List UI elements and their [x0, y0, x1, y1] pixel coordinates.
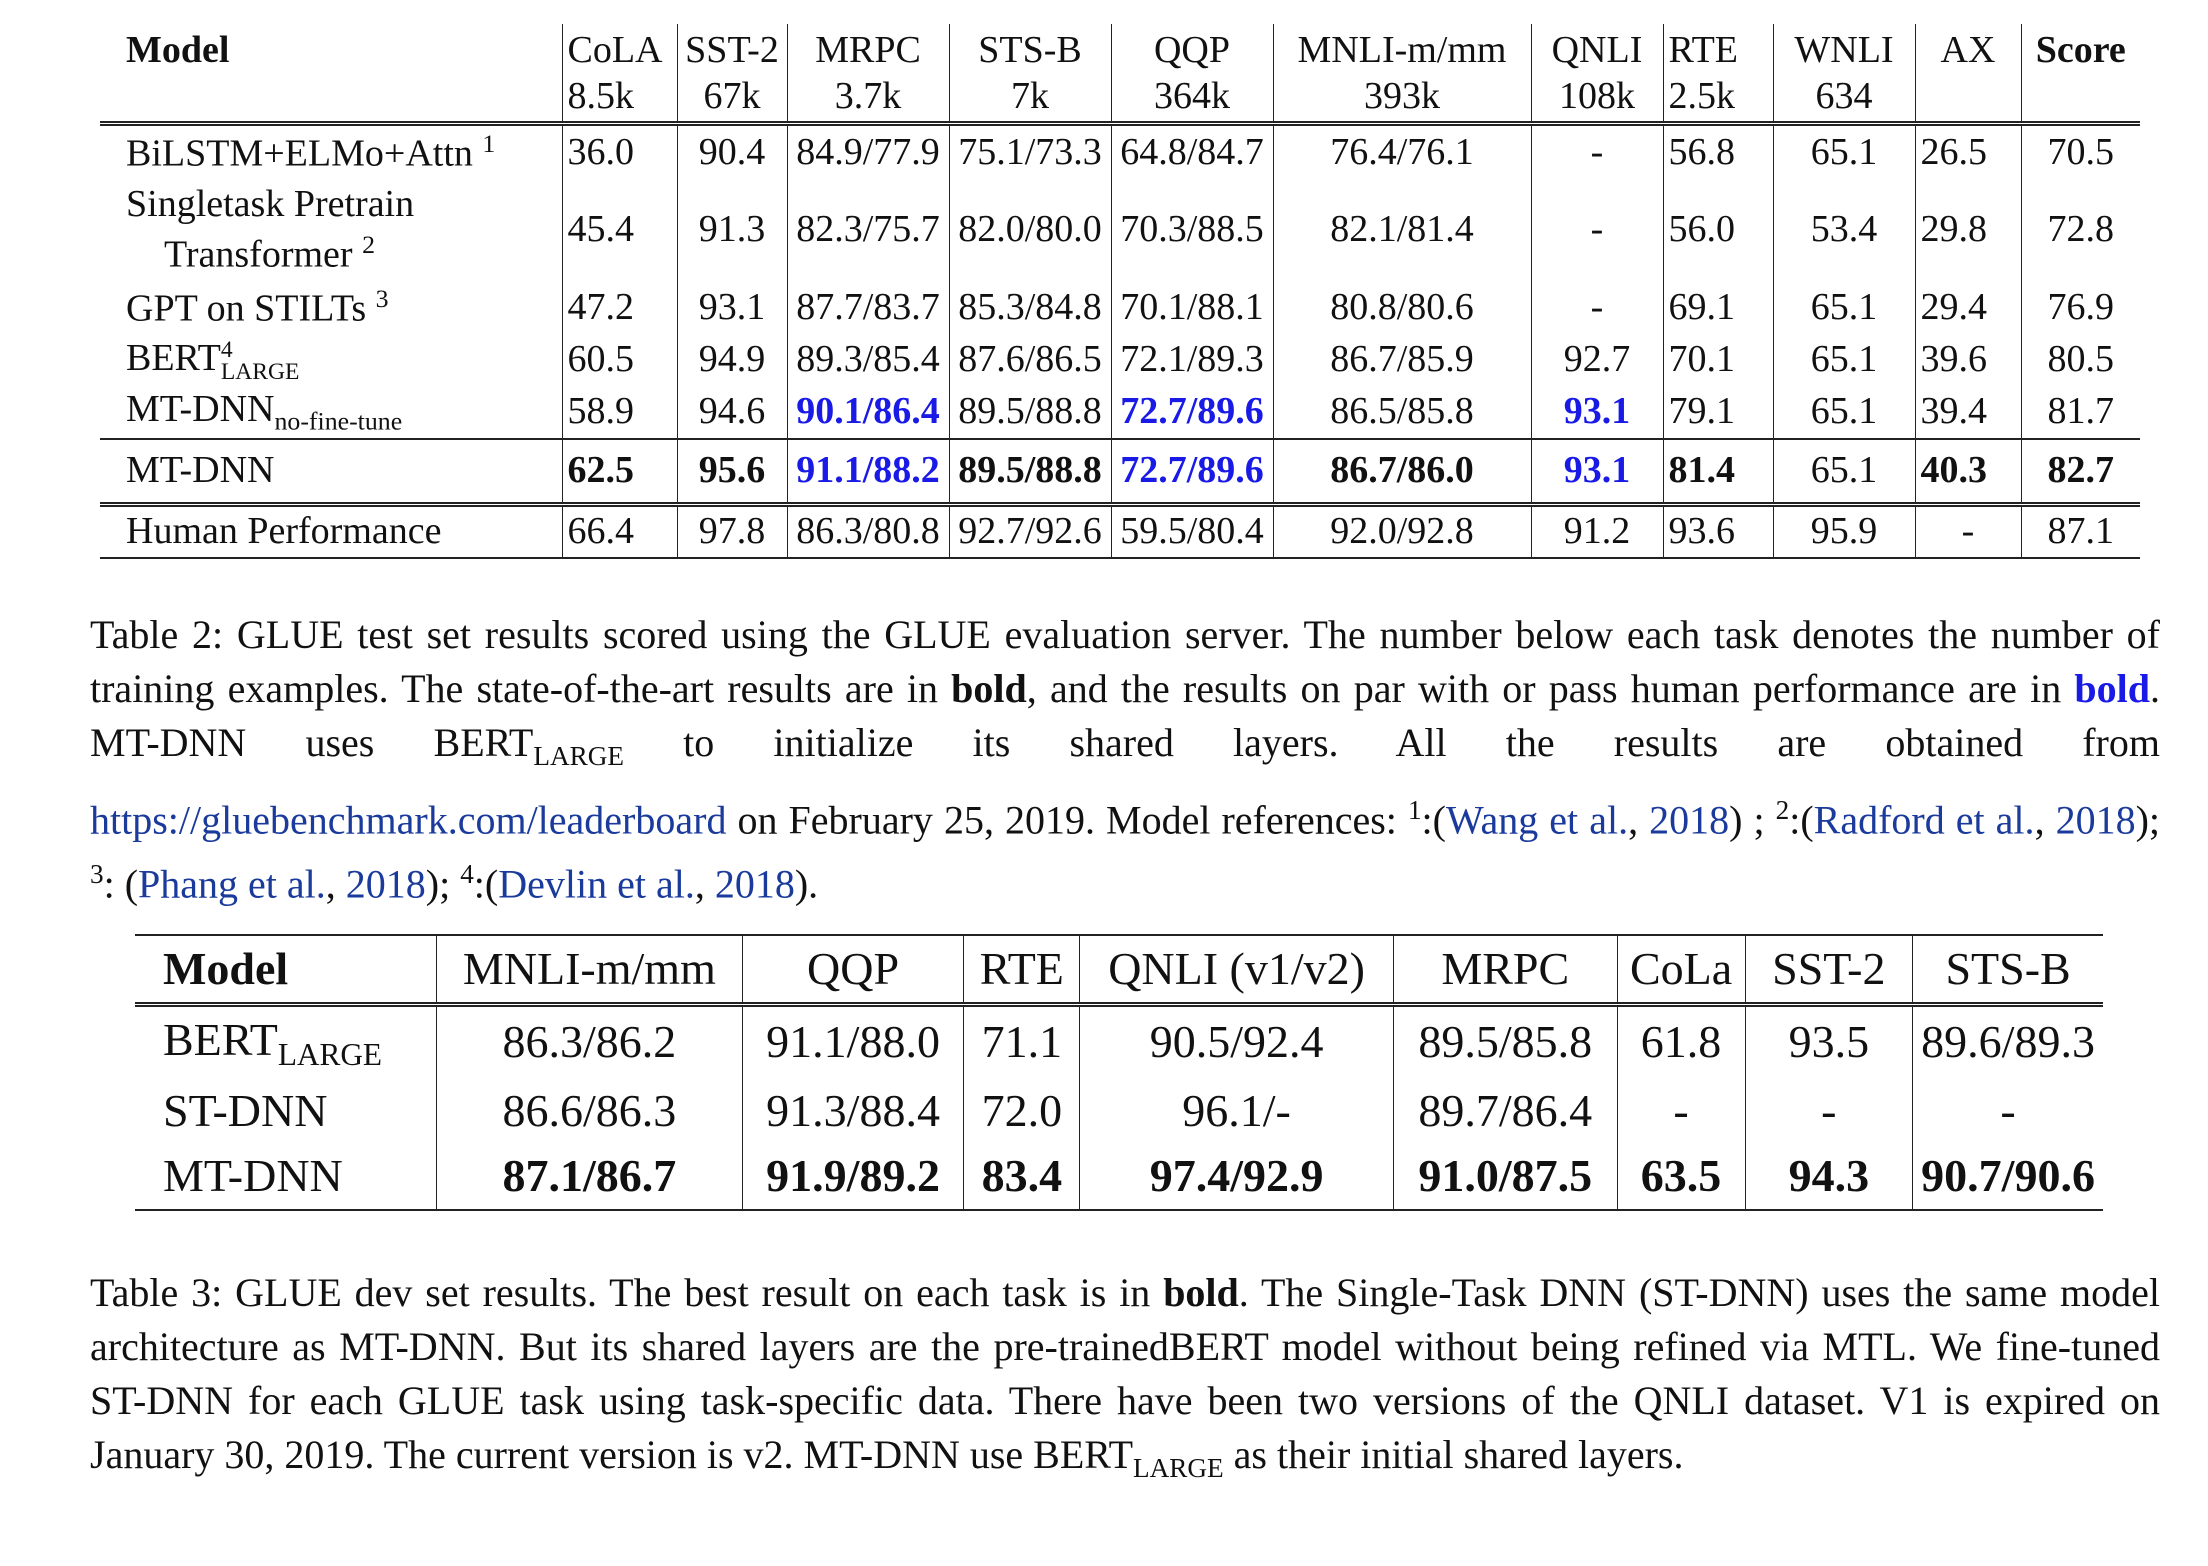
table2-header-stsb [949, 24, 1111, 124]
caption-bold-blue: bold [2074, 666, 2150, 711]
citation-year-link[interactable]: 2018 [345, 861, 426, 907]
task-name: AX [1940, 29, 1996, 71]
model-name: GPT on STILTs [126, 287, 367, 330]
score-cell: 86.3/86.2 [437, 1004, 743, 1078]
score-cell: 94.6 [677, 385, 787, 440]
table2-header-score [2021, 24, 2140, 124]
score-cell: 86.7/85.9 [1273, 334, 1531, 384]
score-cell: 65.1 [1773, 281, 1915, 334]
task-name: CoLA [567, 29, 663, 71]
score-cell: 89.3/85.4 [787, 334, 949, 384]
score-cell: 91.1/88.0 [742, 1004, 964, 1078]
model-name-line2: Transformer [164, 233, 353, 276]
model-name: MT-DNN [163, 1150, 343, 1202]
score-cell: 86.6/86.3 [437, 1078, 743, 1144]
score-cell: 86.5/85.8 [1273, 385, 1531, 440]
score-cell: 70.1 [1663, 334, 1773, 384]
task-size: 108k [1559, 74, 1635, 117]
score-cell-best: 94.3 [1745, 1143, 1913, 1210]
model-cell [100, 179, 562, 281]
score-cell: 45.4 [562, 179, 677, 281]
score-cell: 29.4 [1915, 281, 2021, 334]
table-row [100, 179, 2140, 281]
model-cell [100, 439, 562, 504]
table2-header-qqp [1111, 24, 1273, 124]
score-cell-best: 90.7/90.6 [1913, 1143, 2103, 1210]
task-size: 8.5k [567, 74, 634, 117]
caption-text: to initialize its shared layers. All the results are obtained from [623, 720, 2160, 765]
table3-header-stsb: STS-B [1913, 935, 2103, 1004]
table2-header-mrpc [787, 24, 949, 124]
task-size: 634 [1815, 74, 1873, 117]
score-cell: - [1531, 281, 1663, 334]
task-size: 393k [1364, 74, 1440, 117]
score-cell: 39.6 [1915, 334, 2021, 384]
task-size: 2.5k [1668, 74, 1735, 117]
task-name: RTE [1668, 29, 1738, 71]
score-cell: 91.2 [1531, 505, 1663, 558]
ref-marker: 3 [375, 284, 389, 314]
score-cell: 81.7 [2021, 385, 2140, 440]
score-cell-best: 91.0/87.5 [1393, 1143, 1617, 1210]
table3-header-row [135, 935, 2103, 1004]
task-size: 364k [1154, 74, 1230, 117]
score-cell: - [1915, 505, 2021, 558]
table3-header-mnli: MNLI-m/mm [437, 935, 743, 1004]
score-cell-sota: 62.5 [562, 439, 677, 504]
score-cell: 59.5/80.4 [1111, 505, 1273, 558]
score-cell: 91.3 [677, 179, 787, 281]
model-name: BERT [126, 337, 221, 380]
score-cell: 84.9/77.9 [787, 124, 949, 180]
ref-marker: 1 [482, 129, 496, 159]
model-cell [100, 385, 562, 440]
caption-bold: bold [1163, 1270, 1239, 1315]
score-cell-human-parity: 72.7/89.6 [1111, 439, 1273, 504]
score-cell: 87.1 [2021, 505, 2140, 558]
task-size: 3.7k [834, 74, 902, 117]
score-cell: 89.5/88.8 [949, 385, 1111, 440]
table2-header-row [100, 24, 2140, 124]
ref-marker: 3 [90, 859, 104, 890]
caption-subscript: LARGE [1133, 1453, 1224, 1483]
table2-header-qnli [1531, 24, 1663, 124]
score-cell: 92.7 [1531, 334, 1663, 384]
citation-link[interactable]: Phang et al. [138, 861, 326, 907]
citation-link[interactable]: Wang et al. [1445, 797, 1629, 843]
score-cell: 39.4 [1915, 385, 2021, 440]
score-cell: 96.1/- [1080, 1078, 1394, 1144]
score-cell: - [1531, 124, 1663, 180]
score-cell: 61.8 [1617, 1004, 1745, 1078]
table-row [100, 505, 2140, 558]
table2-header-mnli [1273, 24, 1531, 124]
task-name: STS-B [978, 29, 1082, 71]
score-cell: 89.7/86.4 [1393, 1078, 1617, 1144]
leaderboard-link[interactable]: https://gluebenchmark.com/leaderboard [90, 797, 727, 843]
score-cell-best: 63.5 [1617, 1143, 1745, 1210]
score-cell: 90.5/92.4 [1080, 1004, 1394, 1078]
table2-header-sst2 [677, 24, 787, 124]
score-cell: - [1913, 1078, 2103, 1144]
score-cell: 65.1 [1773, 439, 1915, 504]
score-cell: 76.4/76.1 [1273, 124, 1531, 180]
score-cell: 72.8 [2021, 179, 2140, 281]
model-cell [100, 124, 562, 180]
model-name: MT-DNN [126, 449, 275, 492]
table-row [135, 1004, 2103, 1078]
score-cell-human-parity: 91.1/88.2 [787, 439, 949, 504]
table-row [100, 281, 2140, 334]
model-cell [100, 281, 562, 334]
task-name: QQP [1153, 29, 1231, 71]
score-cell-sota: 81.4 [1663, 439, 1773, 504]
table3-header-cola: CoLa [1617, 935, 1745, 1004]
score-cell: 89.5/85.8 [1393, 1004, 1617, 1078]
caption-bold: bold [951, 666, 1027, 711]
caption-text: . The Single-Task DNN (ST-DNN) uses the same model architecture as MT-DNN. But its shared layers are the pre-trainedBERT model without being refined via MTL. We fine-tuned ST-DNN for each GLUE task using task-specific data. There have been two versions of the QNLI dataset. V1 is expired on January 30, 2019. The current version is v2. MT-DNN use BERT [90, 1270, 2161, 1477]
caption-text: as their initial shared layers. [1223, 1432, 1684, 1477]
score-cell: 72.0 [964, 1078, 1080, 1144]
score-cell: 29.8 [1915, 179, 2021, 281]
table2-header-ax [1915, 24, 2021, 124]
score-cell: 75.1/73.3 [949, 124, 1111, 180]
score-cell: 36.0 [562, 124, 677, 180]
score-cell: 93.5 [1745, 1004, 1913, 1078]
score-cell: 79.1 [1663, 385, 1773, 440]
task-name: Score [2035, 29, 2126, 71]
glue-dev-results-table [135, 934, 2103, 1211]
score-cell: 93.1 [677, 281, 787, 334]
score-cell: 71.1 [964, 1004, 1080, 1078]
score-cell: 86.3/80.8 [787, 505, 949, 558]
score-cell: 64.8/84.7 [1111, 124, 1273, 180]
score-cell-best: 97.4/92.9 [1080, 1143, 1394, 1210]
model-cell [100, 334, 562, 384]
model-name: ST-DNN [163, 1084, 328, 1136]
score-cell: 58.9 [562, 385, 677, 440]
table2-header-model [100, 24, 562, 124]
model-name: Human Performance [126, 510, 442, 553]
table2-header-rte [1663, 24, 1773, 124]
score-cell: 87.7/83.7 [787, 281, 949, 334]
table-row [100, 439, 2140, 504]
glue-test-results-table [100, 24, 2140, 559]
score-cell: 65.1 [1773, 334, 1915, 384]
citation-year-link[interactable]: 2018 [1649, 797, 1730, 843]
score-cell: 82.1/81.4 [1273, 179, 1531, 281]
score-cell: 82.3/75.7 [787, 179, 949, 281]
score-cell-human-parity: 72.7/89.6 [1111, 385, 1273, 440]
score-cell: 70.1/88.1 [1111, 281, 1273, 334]
score-cell: 69.1 [1663, 281, 1773, 334]
score-cell-sota: 82.7 [2021, 439, 2140, 504]
score-cell-human-parity: 93.1 [1531, 385, 1663, 440]
score-cell-sota: 89.5/88.8 [949, 439, 1111, 504]
table2-header-wnli [1773, 24, 1915, 124]
ref-marker: 4 [460, 859, 474, 890]
table2-header-cola [562, 24, 677, 124]
model-name: BiLSTM+ELMo+Attn [126, 132, 473, 175]
score-cell: 56.0 [1663, 179, 1773, 281]
score-cell: 92.7/92.6 [949, 505, 1111, 558]
ref-marker: 2 [1775, 795, 1790, 825]
table-row [100, 385, 2140, 440]
score-cell: 26.5 [1915, 124, 2021, 180]
model-cell [135, 1078, 437, 1144]
model-cell [135, 1143, 437, 1210]
score-cell-sota: 40.3 [1915, 439, 2021, 504]
score-cell: 92.0/92.8 [1273, 505, 1531, 558]
score-cell: 97.8 [677, 505, 787, 558]
task-name: QNLI [1551, 29, 1643, 71]
table3-header-qqp: QQP [742, 935, 964, 1004]
model-name: MT-DNN [126, 387, 275, 430]
score-cell: 72.1/89.3 [1111, 334, 1273, 384]
table3-header-sst2: SST-2 [1745, 935, 1913, 1004]
score-cell: 70.5 [2021, 124, 2140, 180]
score-cell-best: 83.4 [964, 1143, 1080, 1210]
model-subscript: no-fine-tune [274, 406, 403, 436]
score-cell: 85.3/84.8 [949, 281, 1111, 334]
table2-caption: Table 2: GLUE test set results scored using the GLUE evaluation server. The number below each task denotes the number of training examples. The state-of-the-art results are in bold, and the results on par with or pass human performance are in bold. MT-DNN uses $BERT_{LARGE}$ to initialize its shared layers. All the results are obtained from https://gluebenchmark.com/leaderboard on February 25, 2019. Model references: $^1$:(Wang et al., 2018) ; $^2$:(Radford et al., 2018); $^3$: (Phang et al., 2018); $^4$:(Devlin et al., 2018). [90, 612, 2161, 907]
score-cell: 80.8/80.6 [1273, 281, 1531, 334]
score-cell: 91.3/88.4 [742, 1078, 964, 1144]
table-row [135, 1078, 2103, 1144]
task-name: SST-2 [685, 29, 779, 71]
score-cell-best: 91.9/89.2 [742, 1143, 964, 1210]
model-cell [100, 505, 562, 558]
task-name: MNLI-m/mm [1297, 29, 1507, 71]
model-name: BERT [163, 1013, 278, 1065]
score-cell: 65.1 [1773, 124, 1915, 180]
score-cell: 95.9 [1773, 505, 1915, 558]
score-cell: 80.5 [2021, 334, 2140, 384]
model-cell [135, 1004, 437, 1078]
score-cell: 89.6/89.3 [1913, 1004, 2103, 1078]
score-cell: 76.9 [2021, 281, 2140, 334]
score-cell: 94.9 [677, 334, 787, 384]
table3-header-model: Model [135, 935, 437, 1004]
score-cell: 90.4 [677, 124, 787, 180]
citation-year-link[interactable]: 2018 [714, 861, 795, 907]
table-row [135, 1143, 2103, 1210]
table-row [100, 334, 2140, 384]
score-cell: 66.4 [562, 505, 677, 558]
score-cell: 53.4 [1773, 179, 1915, 281]
table3-header-rte: RTE [964, 935, 1080, 1004]
task-size: 7k [1011, 74, 1049, 117]
model-name: Singletask Pretrain [126, 183, 415, 226]
score-cell: 93.6 [1663, 505, 1773, 558]
task-size: 67k [703, 74, 761, 117]
score-cell-human-parity: 93.1 [1531, 439, 1663, 504]
table3-caption [90, 1266, 2160, 1495]
score-cell: 70.3/88.5 [1111, 179, 1273, 281]
header-label: Model [126, 29, 230, 71]
score-cell-human-parity: 90.1/86.4 [787, 385, 949, 440]
ref-marker: 4 [220, 337, 233, 364]
citation-link[interactable]: Radford et al. [1813, 797, 2035, 843]
caption-text: Table 3: GLUE dev set results. The best result on each task is in [90, 1270, 1164, 1315]
caption-text: on February 25, 2019. Model references: [726, 797, 1408, 843]
citation-link[interactable]: Devlin et al. [498, 861, 695, 907]
task-name: MRPC [815, 29, 921, 71]
ref-marker: 1 [1407, 795, 1422, 825]
table3-header-qnli: QNLI (v1/v2) [1080, 935, 1394, 1004]
score-cell: 87.6/86.5 [949, 334, 1111, 384]
citation-year-link[interactable]: 2018 [2055, 797, 2136, 843]
model-subscript: LARGE [220, 358, 300, 385]
score-cell: 60.5 [562, 334, 677, 384]
score-cell-sota: 86.7/86.0 [1273, 439, 1531, 504]
caption-text: Table 2: GLUE test set results scored using the GLUE evaluation server. The number below each task denotes the number of training examples. The state-of-the-art results are in [90, 612, 2160, 711]
ref-marker: 2 [362, 229, 375, 259]
score-cell: - [1531, 179, 1663, 281]
table-row [100, 124, 2140, 180]
caption-text: . MT-DNN uses BERT [90, 666, 2160, 765]
score-cell-sota: 95.6 [677, 439, 787, 504]
caption-text: , and the results on par with or pass human performance are in [1026, 666, 2075, 711]
score-cell: 65.1 [1773, 385, 1915, 440]
score-cell: 56.8 [1663, 124, 1773, 180]
score-cell: 82.0/80.0 [949, 179, 1111, 281]
score-cell-best: 87.1/86.7 [437, 1143, 743, 1210]
score-cell: - [1617, 1078, 1745, 1144]
caption-subscript: LARGE [533, 741, 624, 771]
score-cell: - [1745, 1078, 1913, 1144]
task-name: WNLI [1794, 29, 1894, 71]
table3-header-mrpc: MRPC [1393, 935, 1617, 1004]
score-cell: 47.2 [562, 281, 677, 334]
model-subscript: LARGE [277, 1036, 383, 1072]
